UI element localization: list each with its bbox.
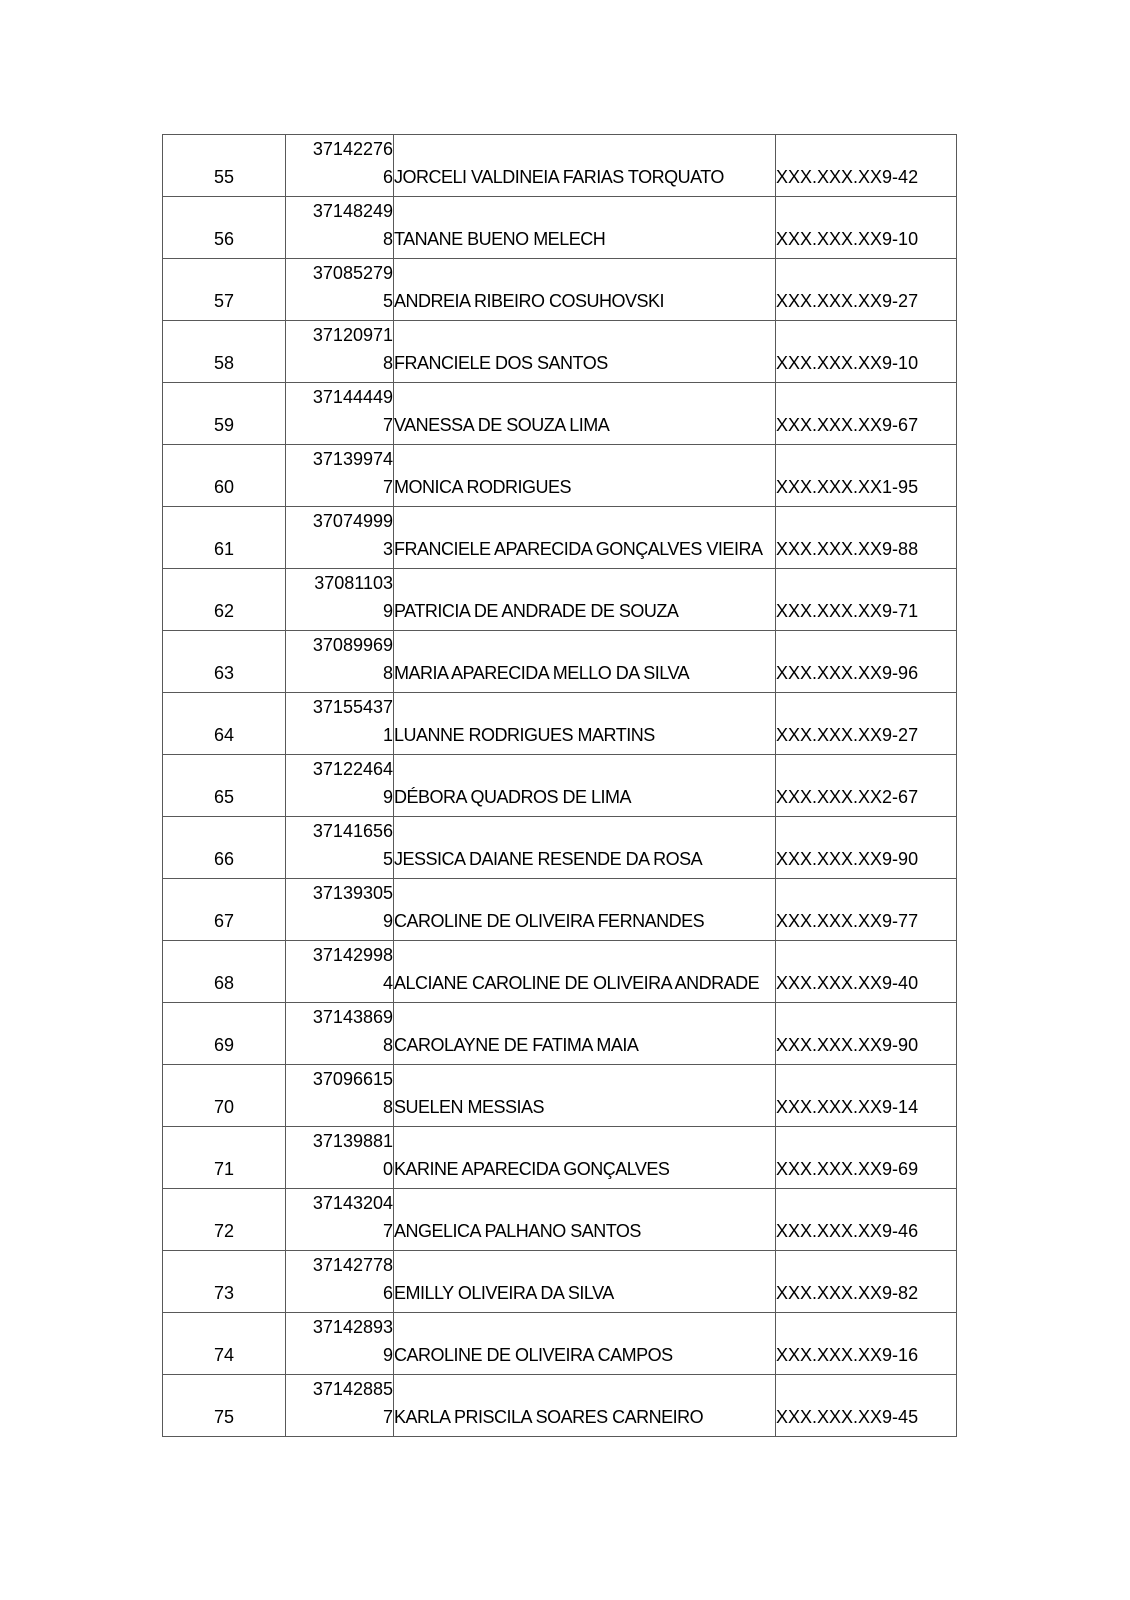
inscription-id-line2: 6 [382,167,393,187]
inscription-id-line1: 37074999 [312,511,393,531]
inscription-id-line1: 37081103 [314,573,393,593]
table-row [163,1065,957,1127]
inscription-id-line2: 7 [382,1221,393,1241]
inscription-id-cell [286,569,394,631]
inscription-id-cell [286,1127,394,1189]
table-row [163,1251,957,1313]
inscription-id-line1: 37143869 [312,1007,393,1027]
cpf-masked-cell: XXX.XXX.XX9-77 [776,879,957,941]
cpf-masked-cell: XXX.XXX.XX9-90 [776,1003,957,1065]
inscription-id-line1: 37148249 [312,201,393,221]
candidate-name-cell: VANESSA DE SOUZA LIMA [394,383,776,445]
table-row [163,445,957,507]
inscription-id-cell [286,817,394,879]
inscription-id-cell [286,135,394,197]
row-number-cell: 56 [163,197,286,259]
row-number-cell: 66 [163,817,286,879]
inscription-id-line2: 4 [382,973,393,993]
inscription-id-line1: 37142885 [312,1379,393,1399]
candidate-name-cell: DÉBORA QUADROS DE LIMA [394,755,776,817]
candidate-name-cell: PATRICIA DE ANDRADE DE SOUZA [394,569,776,631]
cpf-masked-cell: XXX.XXX.XX2-67 [776,755,957,817]
candidate-name-cell: KARINE APARECIDA GONÇALVES [394,1127,776,1189]
table-row [163,1127,957,1189]
candidate-name-cell: CAROLINE DE OLIVEIRA FERNANDES [394,879,776,941]
inscription-id-line2: 9 [382,787,393,807]
candidate-name-cell: ANGELICA PALHANO SANTOS [394,1189,776,1251]
inscription-id-cell [286,1313,394,1375]
row-number-cell: 72 [163,1189,286,1251]
row-number-cell: 68 [163,941,286,1003]
inscription-id-line1: 37143204 [312,1193,393,1213]
row-number-cell: 73 [163,1251,286,1313]
table-row [163,1189,957,1251]
inscription-id-cell [286,507,394,569]
inscription-id-line2: 3 [382,539,393,559]
cpf-masked-cell: XXX.XXX.XX9-42 [776,135,957,197]
row-number-cell: 64 [163,693,286,755]
table-row [163,507,957,569]
cpf-masked-cell: XXX.XXX.XX9-90 [776,817,957,879]
cpf-masked-cell: XXX.XXX.XX9-10 [776,197,957,259]
inscription-id-line1: 37089969 [312,635,393,655]
candidate-name-cell: ALCIANE CAROLINE DE OLIVEIRA ANDRADE [394,941,776,1003]
inscription-id-line2: 1 [382,725,393,745]
row-number-cell: 63 [163,631,286,693]
table-row [163,569,957,631]
row-number-cell: 62 [163,569,286,631]
inscription-id-line2: 9 [382,911,393,931]
inscription-id-line1: 37142893 [312,1317,393,1337]
cpf-masked-cell: XXX.XXX.XX9-40 [776,941,957,1003]
row-number-cell: 71 [163,1127,286,1189]
row-number-cell: 67 [163,879,286,941]
cpf-masked-cell: XXX.XXX.XX9-14 [776,1065,957,1127]
inscription-id-line1: 37120971 [312,325,393,345]
candidate-name-cell: KARLA PRISCILA SOARES CARNEIRO [394,1375,776,1437]
candidate-roster-table [162,134,957,1437]
candidate-name-cell: JORCELI VALDINEIA FARIAS TORQUATO [394,135,776,197]
inscription-id-line2: 5 [382,849,393,869]
candidate-name-cell: FRANCIELE APARECIDA GONÇALVES VIEIRA [394,507,776,569]
table-row [163,1003,957,1065]
table-row [163,817,957,879]
table-row [163,755,957,817]
cpf-masked-cell: XXX.XXX.XX9-69 [776,1127,957,1189]
candidate-name-cell: EMILLY OLIVEIRA DA SILVA [394,1251,776,1313]
cpf-masked-cell: XXX.XXX.XX9-67 [776,383,957,445]
table-row [163,631,957,693]
cpf-masked-cell: XXX.XXX.XX9-10 [776,321,957,383]
inscription-id-line1: 37139305 [312,883,393,903]
inscription-id-cell [286,693,394,755]
row-number-cell: 57 [163,259,286,321]
inscription-id-cell [286,1003,394,1065]
inscription-id-line1: 37139881 [312,1131,393,1151]
inscription-id-cell [286,631,394,693]
inscription-id-line2: 8 [382,229,393,249]
cpf-masked-cell: XXX.XXX.XX9-16 [776,1313,957,1375]
row-number-cell: 59 [163,383,286,445]
inscription-id-line1: 37142998 [312,945,393,965]
cpf-masked-cell: XXX.XXX.XX9-27 [776,259,957,321]
inscription-id-line1: 37142276 [312,139,393,159]
table-row [163,135,957,197]
table-row [163,879,957,941]
cpf-masked-cell: XXX.XXX.XX9-27 [776,693,957,755]
cpf-masked-cell: XXX.XXX.XX9-45 [776,1375,957,1437]
candidate-name-cell: TANANE BUENO MELECH [394,197,776,259]
cpf-masked-cell: XXX.XXX.XX9-46 [776,1189,957,1251]
candidate-roster-body [163,135,957,1437]
inscription-id-cell [286,755,394,817]
candidate-name-cell: JESSICA DAIANE RESENDE DA ROSA [394,817,776,879]
inscription-id-line2: 8 [382,663,393,683]
inscription-id-cell [286,1189,394,1251]
inscription-id-cell [286,321,394,383]
inscription-id-line1: 37085279 [312,263,393,283]
cpf-masked-cell: XXX.XXX.XX9-88 [776,507,957,569]
inscription-id-line2: 9 [382,601,393,621]
inscription-id-line1: 37096615 [312,1069,393,1089]
inscription-id-cell [286,941,394,1003]
inscription-id-cell [286,197,394,259]
inscription-id-line1: 37142778 [312,1255,393,1275]
row-number-cell: 60 [163,445,286,507]
inscription-id-line1: 37139974 [312,449,393,469]
inscription-id-line2: 6 [382,1283,393,1303]
row-number-cell: 58 [163,321,286,383]
inscription-id-line1: 37141656 [312,821,393,841]
table-row [163,941,957,1003]
inscription-id-cell [286,1251,394,1313]
inscription-id-line1: 37122464 [312,759,393,779]
inscription-id-line2: 7 [382,1407,393,1427]
row-number-cell: 65 [163,755,286,817]
inscription-id-line2: 7 [382,477,393,497]
table-row [163,383,957,445]
row-number-cell: 69 [163,1003,286,1065]
candidate-name-cell: MONICA RODRIGUES [394,445,776,507]
cpf-masked-cell: XXX.XXX.XX1-95 [776,445,957,507]
candidate-name-cell: SUELEN MESSIAS [394,1065,776,1127]
inscription-id-cell [286,1375,394,1437]
inscription-id-cell [286,259,394,321]
inscription-id-line2: 8 [382,353,393,373]
inscription-id-cell [286,383,394,445]
candidate-name-cell: FRANCIELE DOS SANTOS [394,321,776,383]
table-row [163,693,957,755]
inscription-id-line1: 37144449 [312,387,393,407]
row-number-cell: 74 [163,1313,286,1375]
row-number-cell: 55 [163,135,286,197]
table-row [163,1375,957,1437]
candidate-name-cell: CAROLINE DE OLIVEIRA CAMPOS [394,1313,776,1375]
inscription-id-line2: 0 [382,1159,393,1179]
table-row [163,1313,957,1375]
inscription-id-line1: 37155437 [312,697,393,717]
inscription-id-line2: 8 [382,1097,393,1117]
inscription-id-cell [286,445,394,507]
candidate-name-cell: ANDREIA RIBEIRO COSUHOVSKI [394,259,776,321]
candidate-name-cell: LUANNE RODRIGUES MARTINS [394,693,776,755]
inscription-id-cell [286,1065,394,1127]
inscription-id-line2: 9 [382,1345,393,1365]
inscription-id-line2: 5 [382,291,393,311]
inscription-id-cell [286,879,394,941]
table-row [163,259,957,321]
inscription-id-line2: 7 [382,415,393,435]
table-row [163,321,957,383]
cpf-masked-cell: XXX.XXX.XX9-82 [776,1251,957,1313]
inscription-id-line2: 8 [382,1035,393,1055]
table-row [163,197,957,259]
candidate-name-cell: MARIA APARECIDA MELLO DA SILVA [394,631,776,693]
row-number-cell: 61 [163,507,286,569]
row-number-cell: 70 [163,1065,286,1127]
row-number-cell: 75 [163,1375,286,1437]
candidate-name-cell: CAROLAYNE DE FATIMA MAIA [394,1003,776,1065]
cpf-masked-cell: XXX.XXX.XX9-96 [776,631,957,693]
cpf-masked-cell: XXX.XXX.XX9-71 [776,569,957,631]
